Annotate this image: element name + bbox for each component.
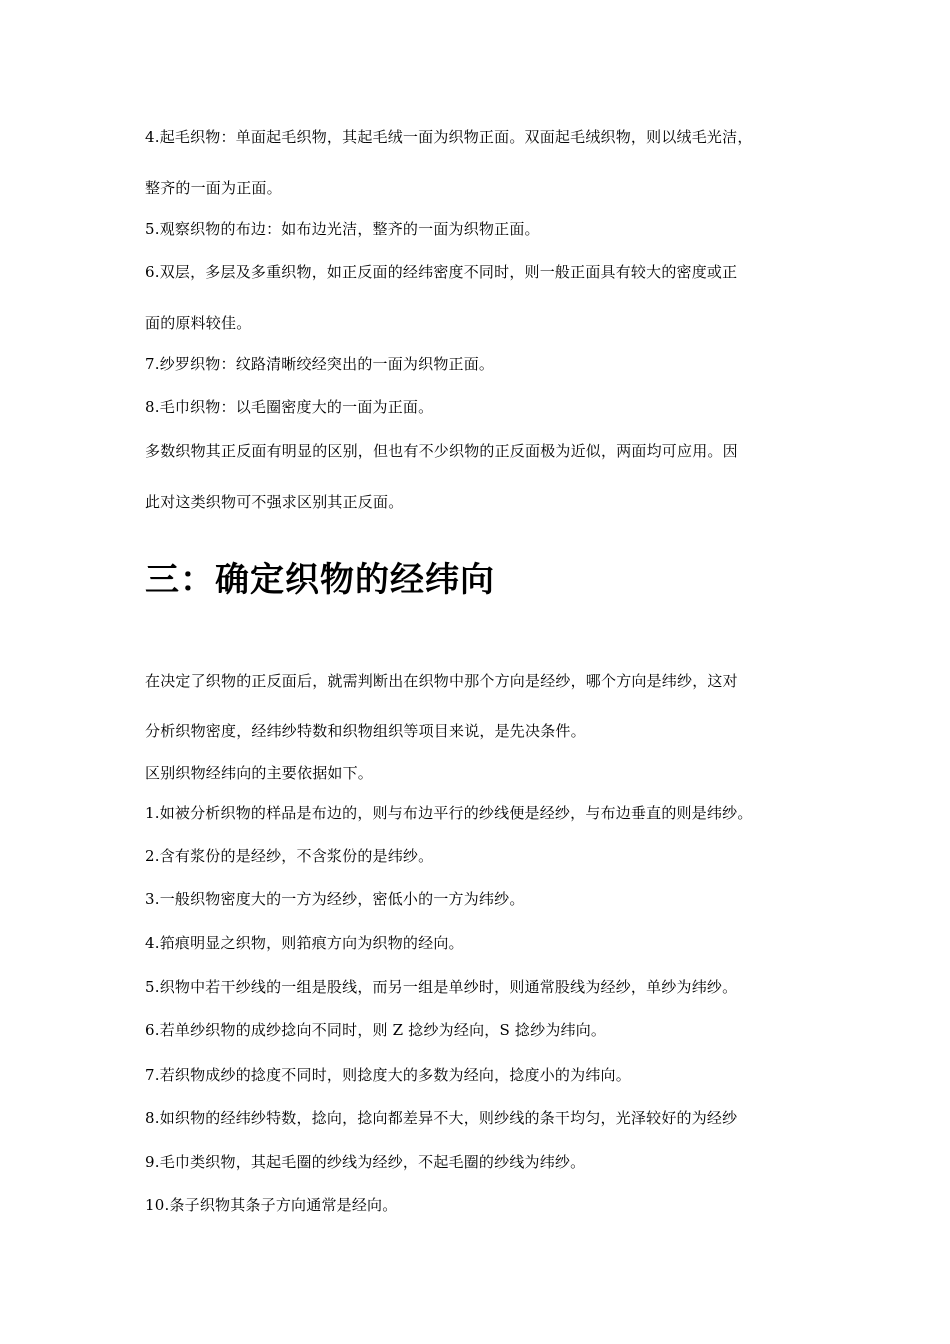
- item6-line2: 面的原料较佳。: [145, 314, 252, 332]
- intro-line2: 分析织物密度，经纬纱特数和织物组织等项目来说，是先决条件。: [145, 722, 586, 740]
- list-item: 4.筘痕明显之织物，则筘痕方向为织物的经向。: [145, 934, 464, 952]
- list-item: 9.毛巾类织物，其起毛圈的纱线为经纱，不起毛圈的纱线为纬纱。: [145, 1153, 586, 1171]
- list-item: 3.一般织物密度大的一方为经纱，密低小的一方为纬纱。: [145, 890, 525, 908]
- list-item: 7.若织物成纱的捻度不同时，则捻度大的多数为经向，捻度小的为纬向。: [145, 1066, 631, 1084]
- list-item: 6.若单纱织物的成纱捻向不同时，则 Z 捻纱为经向，S 捻纱为纬向。: [145, 1021, 607, 1039]
- item7-text: 7.纱罗织物：纹路清晰绞经突出的一面为织物正面。: [145, 355, 495, 373]
- note-line1: 多数织物其正反面有明显的区别，但也有不少织物的正反面极为近似，两面均可应用。因: [145, 442, 738, 460]
- list-item: 10.条子织物其条子方向通常是经向。: [145, 1196, 398, 1214]
- item8-text: 8.毛巾织物：以毛圈密度大的一面为正面。: [145, 398, 434, 416]
- note-line2: 此对这类织物可不强求区别其正反面。: [145, 493, 404, 511]
- list-item: 8.如织物的经纬纱特数，捻向，捻向都差异不大，则纱线的条干均匀，光泽较好的为经纱: [145, 1109, 738, 1127]
- list-item: 1.如被分析织物的样品是布边的，则与布边平行的纱线便是经纱，与布边垂直的则是纬纱。: [145, 804, 753, 822]
- item4-line2: 整齐的一面为正面。: [145, 179, 282, 197]
- item5-text: 5.观察织物的布边：如布边光洁，整齐的一面为织物正面。: [145, 220, 540, 238]
- item6-line1: 6.双层，多层及多重织物，如正反面的经纬密度不同时，则一般正面具有较大的密度或正: [145, 263, 738, 281]
- basis-text: 区别织物经纬向的主要依据如下。: [145, 764, 374, 782]
- intro-line1: 在决定了织物的正反面后，就需判断出在织物中那个方向是经纱，哪个方向是纬纱，这对: [145, 672, 738, 690]
- section-heading: 三：确定织物的经纬向: [145, 560, 495, 600]
- list-item: 2.含有浆份的是经纱，不含浆份的是纬纱。: [145, 847, 434, 865]
- list-item: 5.织物中若干纱线的一组是股线，而另一组是单纱时，则通常股线为经纱，单纱为纬纱。: [145, 978, 738, 996]
- item4-line1: 4.起毛织物：单面起毛织物，其起毛绒一面为织物正面。双面起毛绒织物，则以绒毛光洁，: [145, 128, 753, 146]
